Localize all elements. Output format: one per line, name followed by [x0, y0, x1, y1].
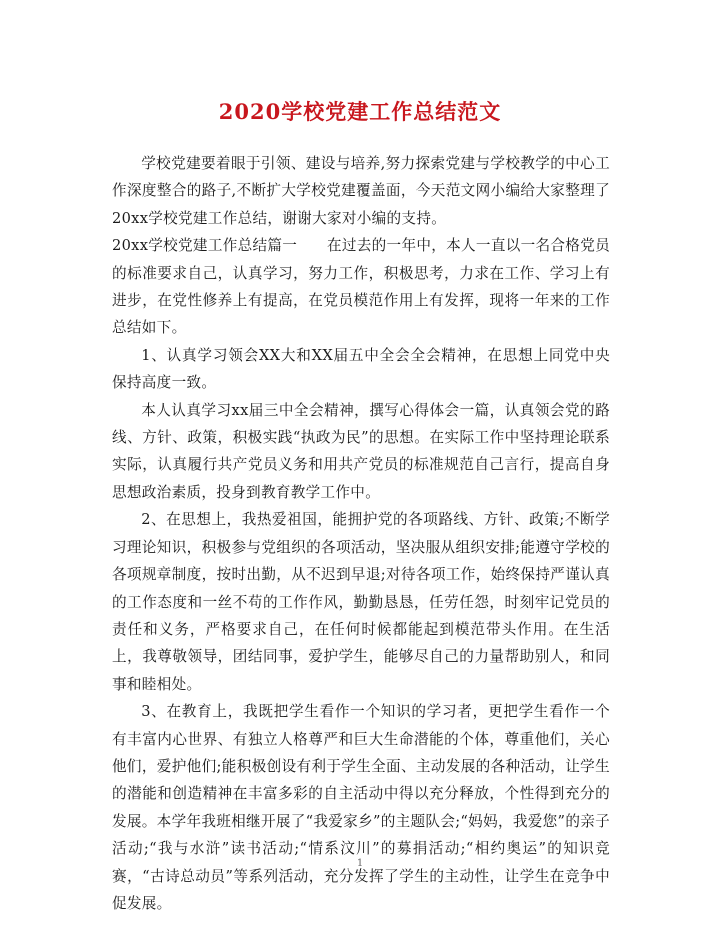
- section-heading-paragraph: 20xx学校党建工作总结篇一 在过去的一年中，本人一直以一名合格党员的标准要求自己，认真学习，努力工作，积极思考，力求在工作、学习上有进步，在党性修养上有提高，在党员模范作用上有发挥，现将一年来的工作总结如下。: [112, 237, 610, 337]
- intro-paragraph: 学校党建要着眼于引领、建设与培养,努力探索党建与学校教学的中心工作深度整合的路子,不断扩大学校党建覆盖面，今天范文网小编给大家整理了20xx学校党建工作总结，谢谢大家对小编的支持。: [112, 155, 610, 227]
- page-number: 1: [356, 858, 364, 869]
- document-title: 2020学校党建工作总结范文: [218, 99, 502, 124]
- point-2-paragraph: 2、在思想上，我热爱祖国，能拥护党的各项路线、方针、政策;不断学习理论知识，积极参与党组织的各项活动，坚决服从组织安排;能遵守学校的各项规章制度，按时出勤，从不迟到早退;对待各项工作，始终保持严谨认真的工作态度和一丝不苟的工作作风，勤勤恳恳，任劳任怨，时刻牢记党员的责任和义务，严格要求自己，在任何时候都能起到模范带头作用。在生活上，我尊敬领导，团结同事，爱护学生，能够尽自己的力量帮助别人，和同事和睦相处。: [112, 511, 610, 693]
- study-paragraph: 本人认真学习xx届三中全会精神，撰写心得体会一篇，认真领会党的路线、方针、政策，积极实践“执政为民”的思想。在实际工作中坚持理论联系实际，认真履行共产党员义务和用共产党员的标准规范自己言行，提高自身思想政治素质，投身到教育教学工作中。: [112, 401, 610, 501]
- point-3-paragraph: 3、在教育上，我既把学生看作一个知识的学习者，更把学生看作一个有丰富内心世界、有独立人格尊严和巨大生命潜能的个体，尊重他们，关心他们，爱护他们;能积极创设有利于学生全面、主动发展的各种活动，让学生的潜能和创造精神在丰富多彩的自主活动中得以充分释放，个性得到充分的发展。本学年我班相继开展了“我爱家乡”的主题队会;“妈妈，我爱您”的亲子活动;“我与水浒”读书活动;“情系汶川”的募捐活动;“相约奥运”的知识竞赛，“古诗总动员”等系列活动，充分发挥了学生的主动性，让学生在竞争中促发展。: [112, 703, 610, 912]
- document-body: [112, 150, 610, 917]
- point-1-paragraph: 1、认真学习领会XX大和XX届五中全会全会精神，在思想上同党中央保持高度一致。: [112, 346, 610, 392]
